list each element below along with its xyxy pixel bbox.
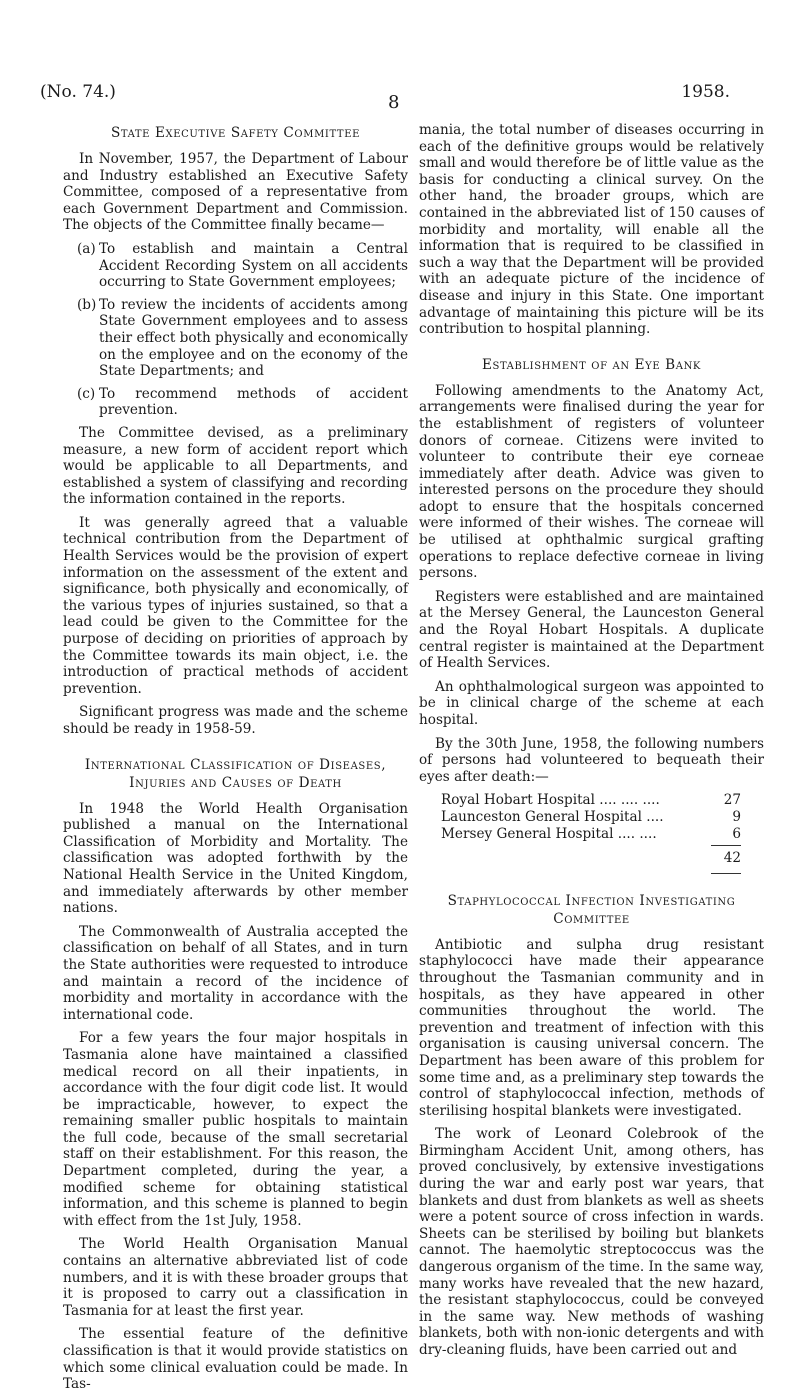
- paragraph: Antibiotic and sulpha drug resistant staphylococci have made their appearance throughout the Tasmanian community and in hospitals, as they have appeared in other communities throughout the world. The prevention and treatment of infection with this organisation is causing universal concern. The Department has been aware of this problem for some time and, as a preliminary step towards the control of staphylococcal infection, methods of sterilising hospital blankets were investigated.: [419, 936, 764, 1119]
- section-title: Staphylococcal Infection Investigating Committee: [447, 892, 736, 927]
- hospital-name: Mersey General Hospital .... ....: [441, 825, 657, 842]
- paragraph: In November, 1957, the Department of Labour and Industry established an Executive Safety Committee, composed of a representative from each Government Department and Commission. The objects of the Committee finally became—: [63, 151, 408, 234]
- donor-count: 9: [732, 808, 741, 825]
- list-item-text: To review the incidents of accidents among State Government employees and to assess their effect both physically and economically on the employee and on the economy of the State Departments; and: [99, 296, 408, 380]
- donor-row: [441, 809, 741, 826]
- list-item-text: To establish and maintain a Central Accident Recording System on all accidents occurring to State Government employees;: [99, 240, 408, 291]
- list-item: [63, 297, 408, 380]
- list-marker: (c): [77, 385, 96, 402]
- paragraph: An ophthalmological surgeon was appointed to be in clinical charge of the scheme at each hospital.: [419, 678, 764, 728]
- list-item: [63, 241, 408, 291]
- right-column: [419, 122, 764, 1366]
- paragraph: For a few years the four major hospitals in Tasmania alone have maintained a classified medical record on all their inpatients, in accordance with the four digit code list. It would be impracticable, however, to expect the remaining smaller public hospitals to maintain the full code, because of the small secretarial staff on their establishment. For this reason, the Department completed, during the year, a modified scheme for obtaining statistical information, and this scheme is planned to begin with effect from the 1st July, 1958.: [63, 1030, 408, 1229]
- paragraph: It was generally agreed that a valuable technical contribution from the Department of Health Services would be the provision of expert information on the assessment of the extent and significance, both physically and economically, of the various types of injuries sustained, so that a lead could be given to the Committee for the purpose of deciding on priorities of approach by the Committee towards its main object, i.e. the introduction of practical methods of accident prevention.: [63, 514, 408, 697]
- donor-total: 42: [711, 845, 741, 874]
- document-number: (No. 74.): [40, 82, 116, 102]
- paragraph: Following amendments to the Anatomy Act, arrangements were finalised during the year for the establishment of registers of volunteer donors of corneae. Citizens were invited to volunteer to contribute their eye corneae immediately after death. Advice was given to interested persons on the procedure they should adopt to ensure that the hospitals concerned were informed of their wishes. The corneae will be utilised at ophthalmic surgical grafting operations to replace defective corneae in living persons.: [419, 382, 764, 582]
- donor-row: [441, 826, 741, 843]
- page-number: 8: [388, 92, 400, 113]
- donor-count: 27: [723, 792, 741, 809]
- hospital-name: Launceston General Hospital ....: [441, 808, 664, 825]
- paragraph: The Commonwealth of Australia accepted the classification on behalf of all States, and in turn the State authorities were requested to introduce and maintain a record of the incidence of morbidity and mortality in accordance with the international code.: [63, 923, 408, 1023]
- paragraph: By the 30th June, 1958, the following numbers of persons had volunteered to bequeath their eyes after death:—: [419, 735, 764, 785]
- list-marker: (a): [77, 240, 96, 257]
- paragraph: The World Health Organisation Manual contains an alternative abbreviated list of code numbers, and it is with these broader groups that it is proposed to carry out a classification in Tasmania for at least the first year.: [63, 1236, 408, 1319]
- paragraph: The essential feature of the definitive classification is that it would provide statistics on which some clinical evaluation could be made. In Tas-: [63, 1326, 408, 1393]
- donor-row: [441, 792, 741, 809]
- section-title: International Classification of Diseases, Injuries and Causes of Death: [84, 756, 387, 791]
- paragraph: In 1948 the World Health Organisation published a manual on the International Classification of Morbidity and Mortality. The classification was adopted forthwith by the National Health Service in the United Kingdom, and immediately afterwards by other member nations.: [63, 800, 408, 917]
- paragraph-continued: mania, the total number of diseases occurring in each of the definitive groups would be relatively small and would therefore be of little value as the basis for conducting a clinical survey. On the other hand, the broader groups, which are contained in the abbreviated list of 150 causes of morbidity and mortality, will enable all the information that is required to be classified in such a way that the Department will be provided with an adequate picture of the incidence of disease and injury in this State. One important advantage of maintaining this picture will be its contribution to hospital planning.: [419, 122, 764, 338]
- objects-list: [63, 241, 408, 419]
- list-marker: (b): [77, 296, 97, 313]
- donor-count: 6: [732, 825, 741, 842]
- section-staphylococcal-committee: [419, 892, 764, 1359]
- report-year: 1958.: [681, 82, 730, 102]
- paragraph: Registers were established and are maintained at the Mersey General, the Launceston General and the Royal Hobart Hospitals. A duplicate central register is maintained at the Department of Health Services.: [419, 588, 764, 672]
- section-safety-committee: [63, 124, 408, 738]
- paragraph: Significant progress was made and the scheme should be ready in 1958-59.: [63, 704, 408, 737]
- section-title: State Executive Safety Committee: [110, 125, 360, 141]
- donor-total-row: [441, 842, 741, 874]
- list-item: [63, 386, 408, 419]
- donor-table: [441, 792, 741, 873]
- left-column: [63, 122, 408, 1400]
- section-eye-bank: [419, 356, 764, 874]
- section-title: Establishment of an Eye Bank: [481, 356, 702, 373]
- paragraph: The work of Leonard Colebrook of the Birmingham Accident Unit, among others, has proved conclusively, by extensive investigations during the war and early post war years, that blankets and dust from blankets as well as sheets were a potent source of cross infection in wards. Sheets can be sterilised by boiling but blankets cannot. The haemolytic streptococcus was the dangerous organism of the time. In the same way, many works have revealed that the new hazard, the resistant staphylococcus, could be conveyed in the same way. New methods of washing blankets, both with non-ionic detergents and with dry-cleaning fluids, have been carried out and: [419, 1126, 764, 1358]
- page-header: [0, 0, 800, 113]
- paragraph: The Committee devised, as a preliminary measure, a new form of accident report which would be applicable to all Departments, and established a system of classifying and recording the information contained in the reports.: [63, 424, 408, 508]
- section-international-classification: [63, 756, 408, 1393]
- hospital-name: Royal Hobart Hospital .... .... ....: [441, 792, 660, 809]
- list-item-text: To recommend methods of accident prevention.: [99, 385, 408, 419]
